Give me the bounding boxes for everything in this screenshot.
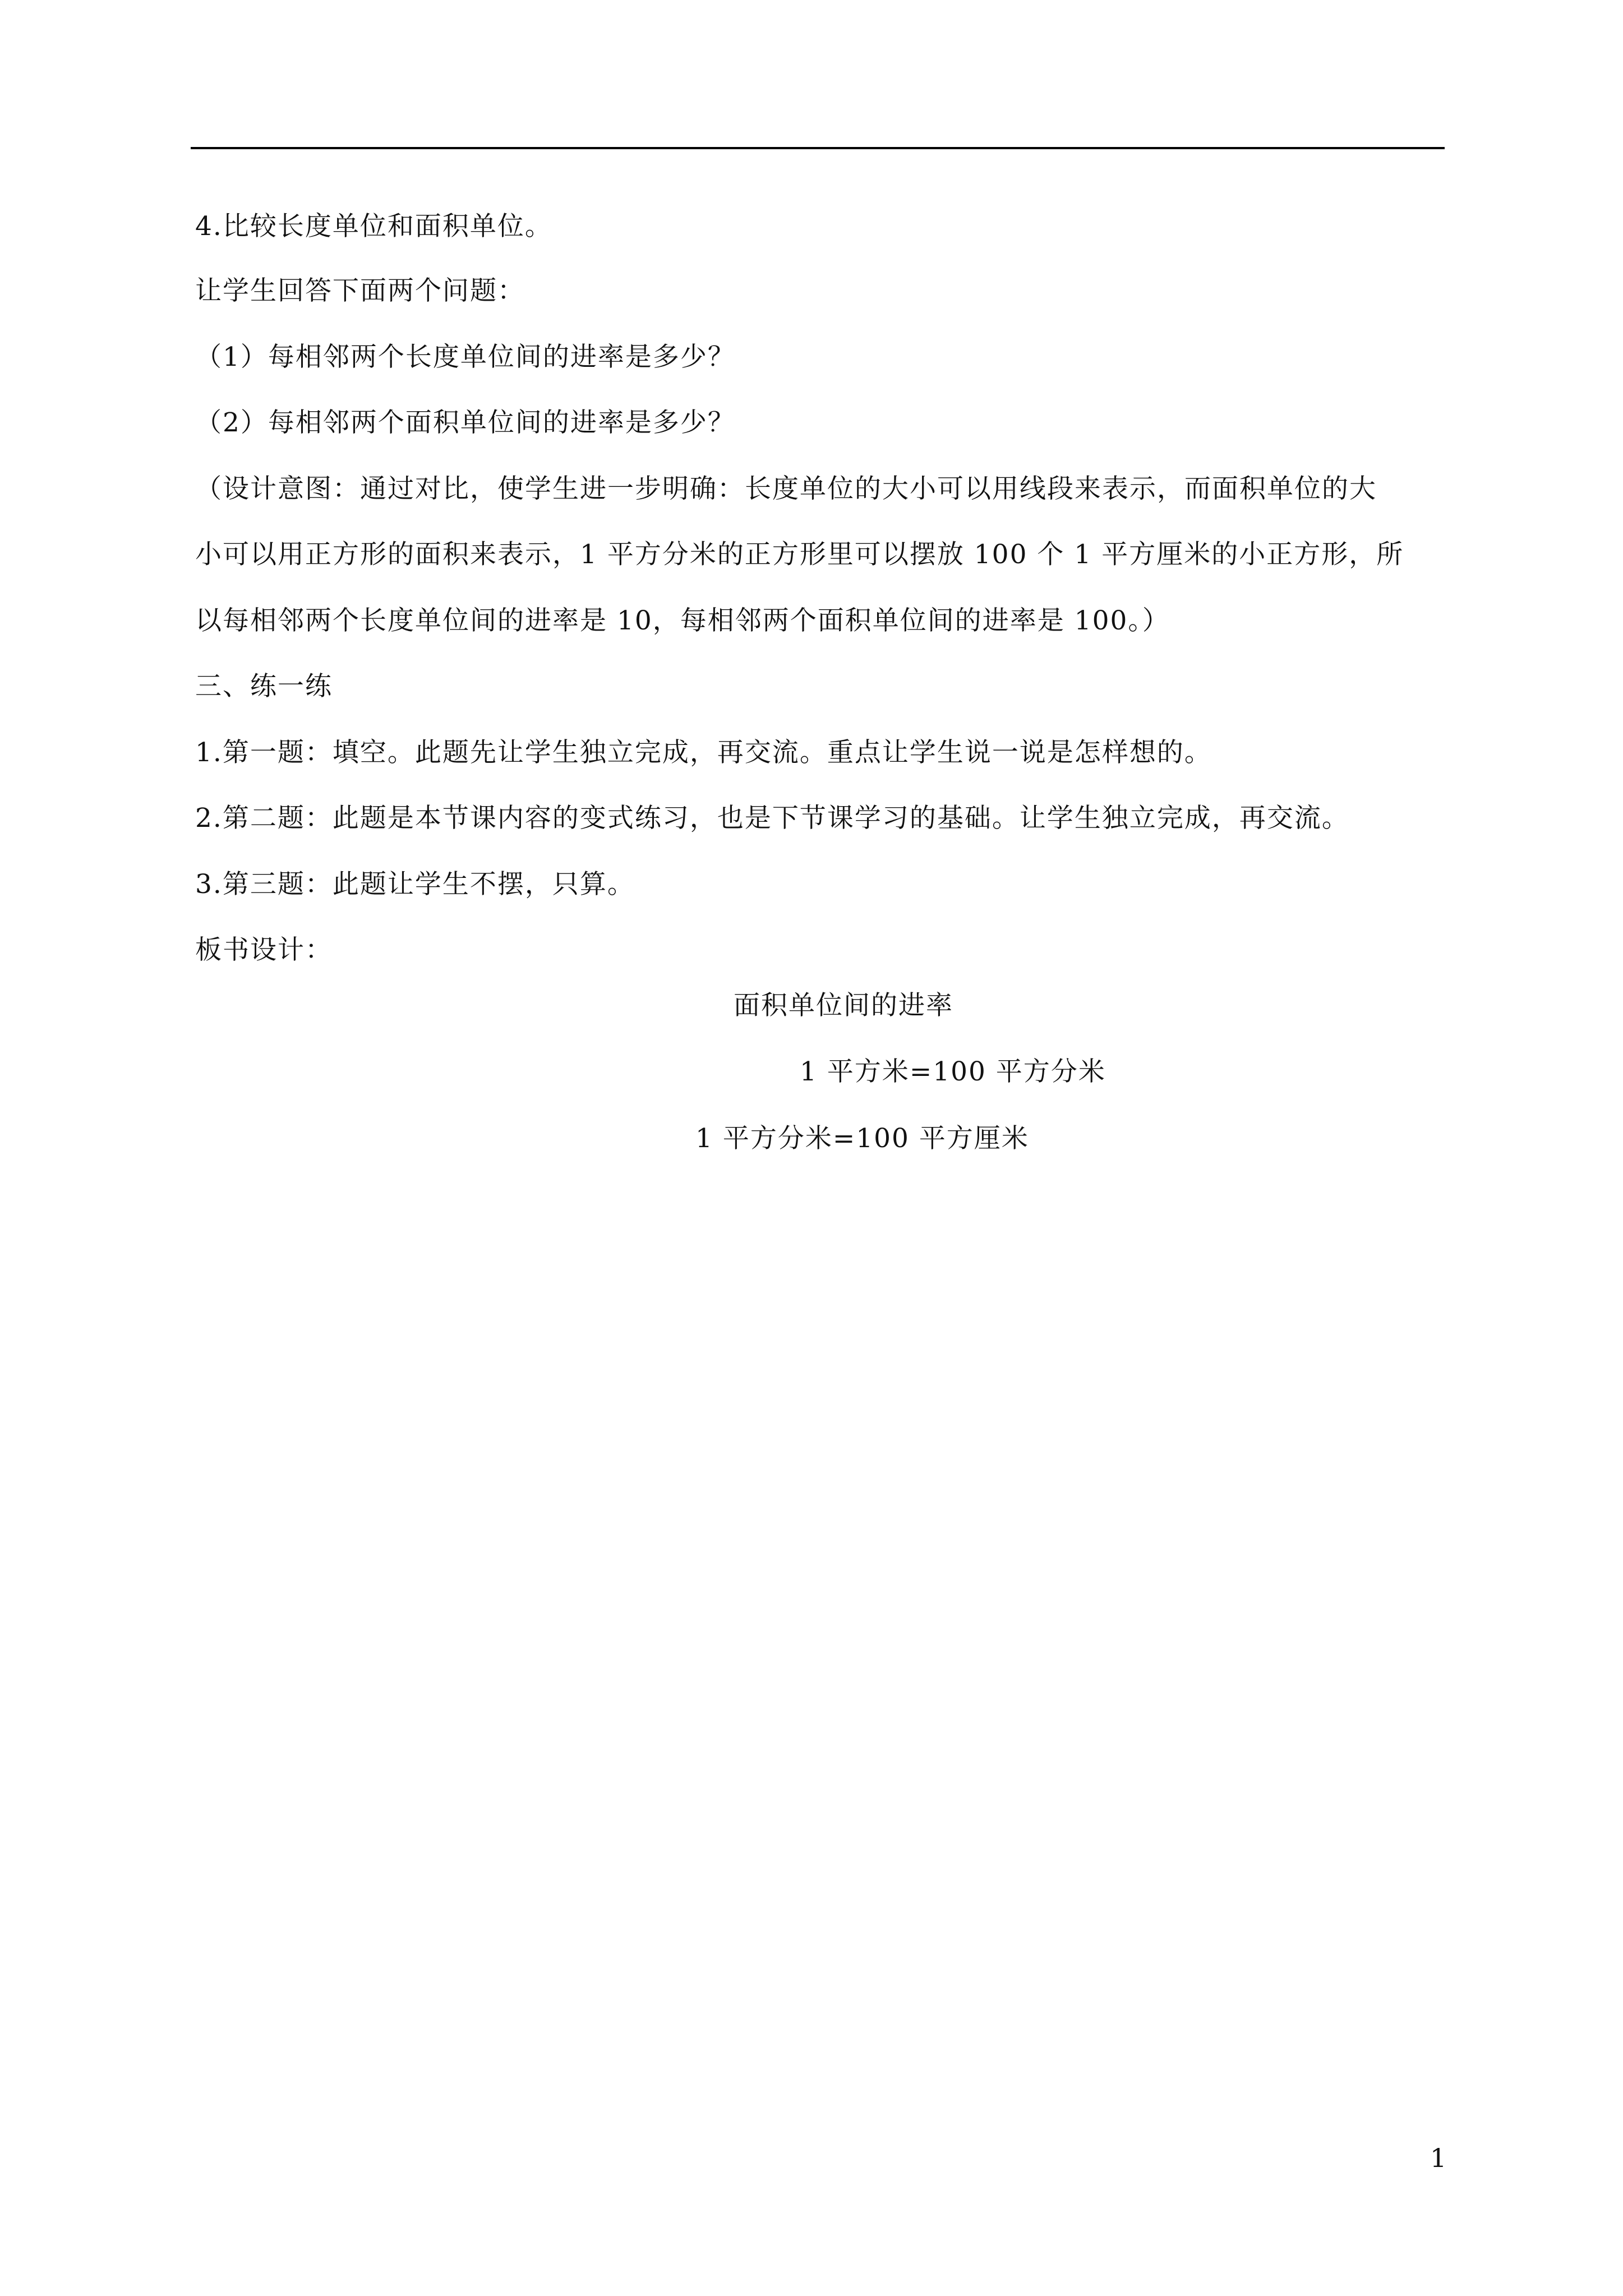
practice-item-3: 3.第三题：此题让学生不摆，只算。: [195, 869, 635, 900]
design-intent-line-2: 小可以用正方形的面积来表示，1 平方分米的正方形里可以摆放 100 个 1 平方厘米的小正方形，所: [195, 539, 1404, 570]
heading-compare-units: 4.比较长度单位和面积单位。: [195, 211, 552, 242]
practice-item-1: 1.第一题：填空。此题先让学生独立完成，再交流。重点让学生说一说是怎样想的。: [195, 737, 1212, 768]
question-1: （1）每相邻两个长度单位间的进率是多少？: [195, 342, 735, 372]
board-design-label: 板书设计：: [195, 935, 333, 965]
design-intent-line-1: （设计意图：通过对比，使学生进一步明确：长度单位的大小可以用线段来表示，而面积单位的大: [195, 473, 1377, 504]
header-rule: [191, 147, 1445, 149]
practice-item-2: 2.第二题：此题是本节课内容的变式练习，也是下节课学习的基础。让学生独立完成，再交流。: [195, 803, 1349, 834]
section-heading-practice: 三、练一练: [195, 671, 333, 702]
page-number: 1: [1430, 2143, 1447, 2173]
board-title: 面积单位间的进率: [734, 990, 953, 1021]
board-line-1: 1 平方米=100 平方分米: [800, 1056, 1106, 1087]
question-2: （2）每相邻两个面积单位间的进率是多少？: [195, 407, 735, 438]
design-intent-line-3: 以每相邻两个长度单位间的进率是 10，每相邻两个面积单位间的进率是 100。）: [195, 605, 1170, 636]
instruction-line: 让学生回答下面两个问题：: [195, 275, 525, 306]
board-line-2: 1 平方分米=100 平方厘米: [695, 1123, 1029, 1154]
